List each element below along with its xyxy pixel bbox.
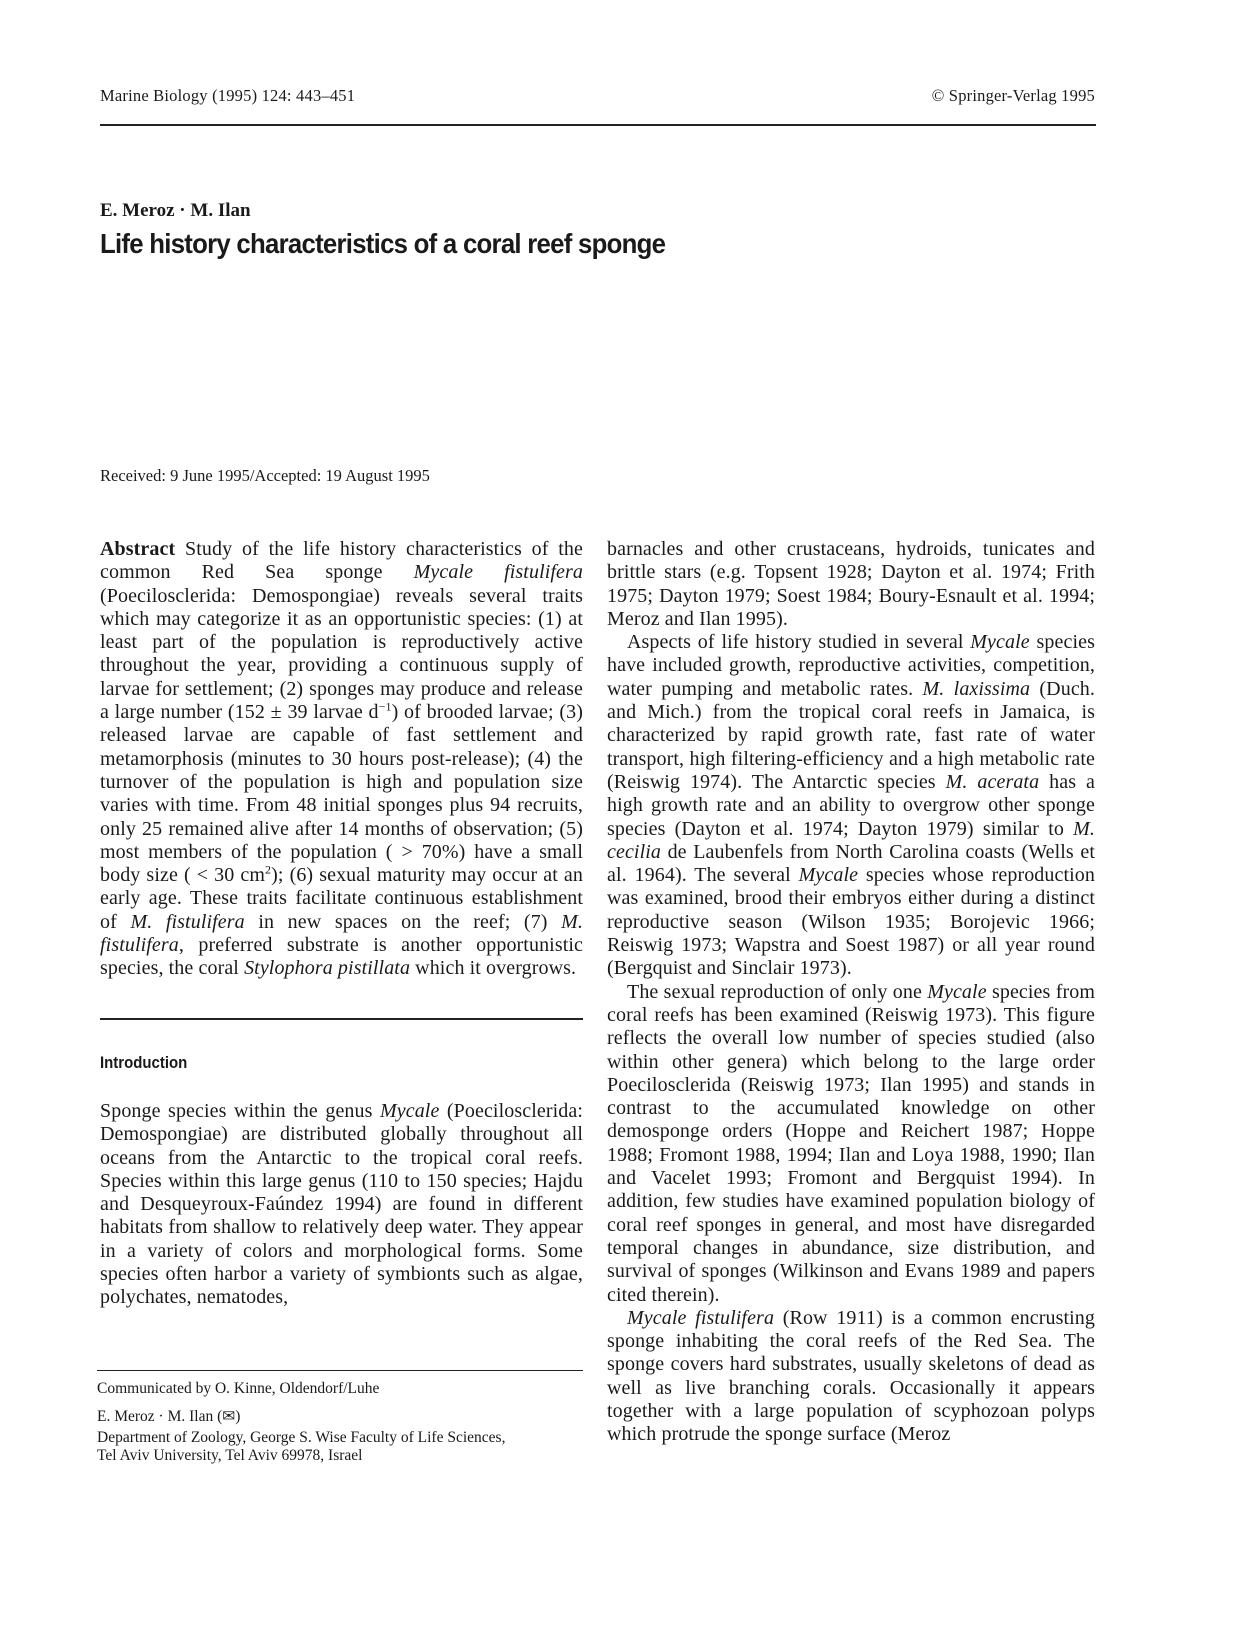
text-run: Sponge species within the genus xyxy=(100,1100,380,1122)
text-run: (Duch. and Mich.) from the tropical coral reefs in Jamaica, is characterized by rapid growth rate, fast rate of water transport, high filtering-efficiency and a high metabolic rate (Reiswig 1974). The Antarctic species xyxy=(607,677,1096,793)
text-run: (Poecilosclerida: Demospongiae) reveals several traits which may categorize it as an opportunistic species: (1) at least part of the population is reproductively active throughout the year, providing a continuous supply of larvae for settlement; (2) sponges may produce and release a large number (152 ± 39 larvae d xyxy=(100,584,583,724)
text-run: has a high growth rate and an ability to overgrow other sponge species (Dayton et al. 1974; Dayton 1979) similar to xyxy=(607,770,1095,840)
italic-text: M. fistulifera xyxy=(100,910,583,957)
italic-text: Mycale xyxy=(927,980,987,1003)
introduction-body xyxy=(100,1100,583,1310)
italic-text: M. cecilia xyxy=(607,817,1095,863)
text-run: which it overgrows. xyxy=(410,957,577,980)
paragraph xyxy=(607,1307,1095,1447)
text-run: barnacles and other crustaceans, hydroids, tunicates and brittle stars (e.g. Topsent 1928; Dayton et al. 1974; Frith 1975; Dayton 1979; Soest 1984; Boury-Esnault et al. 1994; Meroz and Ilan 1995). xyxy=(607,538,1095,630)
introduction-heading: Introduction xyxy=(100,1053,188,1072)
italic-text: Mycale xyxy=(970,631,1030,654)
affiliation-line-2: Tel Aviv University, Tel Aviv 69978, Israel xyxy=(97,1447,363,1464)
italic-text: Mycale xyxy=(798,864,859,887)
abstract-body xyxy=(100,538,583,979)
section-rule xyxy=(100,1018,583,1020)
italic-text: Mycale xyxy=(379,1100,440,1122)
text-run: Study of the life history characteristics of the common Red Sea sponge xyxy=(100,538,583,584)
received-dates: Received: 9 June 1995/Accepted: 19 August 1995 xyxy=(100,466,430,485)
paper-title: Life history characteristics of a coral reef sponge xyxy=(100,228,666,259)
text-run: , preferred substrate is another opportunistic species, the coral xyxy=(100,934,583,980)
italic-text: Stylophora pistillata xyxy=(244,957,411,980)
left-column xyxy=(100,538,583,981)
authors: E. Meroz · M. Ilan xyxy=(100,200,251,221)
italic-text: Mycale fistulifera xyxy=(627,1306,775,1329)
superscript: 2 xyxy=(265,862,272,877)
text-run: The sexual reproduction of only one xyxy=(627,980,928,1003)
italic-text: M. laxissima xyxy=(922,677,1031,700)
text-run: species whose reproduction was examined, brood their embryos either during a distinct reproductive season (Wilson 1935; Borojevic 1966; Reiswig 1973; Wapstra and Soest 1987) or all year round (Bergquist and Sinclair 1973). xyxy=(607,864,1095,980)
journal-citation: Marine Biology (1995) 124: 443–451 xyxy=(100,86,356,105)
text-run: de Laubenfels from North Carolina coasts (Wells et al. 1964). The several xyxy=(607,840,1095,887)
paragraph xyxy=(607,538,1095,631)
text-run: in new spaces on the reef; (7) xyxy=(244,910,562,933)
footnote-rule xyxy=(97,1370,583,1371)
abstract xyxy=(100,538,583,981)
italic-text: M. fistulifera xyxy=(130,910,245,933)
communicated-by: Communicated by O. Kinne, Oldendorf/Luhe xyxy=(97,1380,380,1397)
paragraph xyxy=(607,631,1095,980)
text-run: ) of brooded larvae; (3) released larvae are capable of fast settlement and metamorphosis (minutes to 30 hours post-release); (4) the turnover of the population is high and population size varies with time. From 48 initial sponges plus 94 recruits, only 25 remained alive after 14 months of observation; (5) most members of the population ( > 70%) have a small body size ( < 30 cm xyxy=(100,701,584,887)
header-rule xyxy=(100,124,1096,126)
italic-text: M. acerata xyxy=(945,770,1040,793)
text-run: (Poecilosclerida: Demospongiae) are distributed globally throughout all oceans from the Antarctic to the tropical coral reefs. Species within this large genus (110 to 150 species; Hajdu and Desqueyroux-Faúndez 1994) are found in different habitats from shallow to relatively deep water. They appear in a variety of colors and morphological forms. Some species often harbor a variety of symbionts such as algae, polychates, nematodes, xyxy=(100,1100,583,1309)
paragraph xyxy=(607,981,1095,1307)
text-run: (Row 1911) is a common encrusting sponge inhabiting the coral reefs of the Red Sea. The sponge covers hard substrates, usually skeletons of dead as well as live branching corals. Occasionally it appears together with a large population of scyphozoan polyps which protrude the sponge surface (Meroz xyxy=(607,1306,1095,1446)
superscript: −1 xyxy=(378,699,392,714)
affiliation-line-1: Department of Zoology, George S. Wise Faculty of Life Sciences, xyxy=(97,1429,506,1446)
italic-text: Mycale fistulifera xyxy=(413,561,583,584)
text-run: species have included growth, reproductive activities, competition, water pumping and metabolic rates. xyxy=(607,631,1095,700)
text-run: ); (6) sexual maturity may occur at an early age. These traits facilitate continuous establishment of xyxy=(100,864,583,933)
text-run: Aspects of life history studied in several xyxy=(627,631,971,654)
text-run: species from coral reefs has been examined (Reiswig 1973). This figure reflects the overall low number of species studied (also within other genera) which belong to the large order Poecilosclerida (Reiswig 1973; Ilan 1995) and stands in contrast to the accumulated knowledge on other demosponge orders (Hoppe and Reichert 1987; Hoppe 1988; Fromont 1988, 1994; Ilan and Loya 1988, 1990; Ilan and Vacelet 1993; Fromont and Bergquist 1994). In addition, few studies have examined population biology of coral reef sponges in general, and most have disregarded temporal changes in abundance, size distribution, and survival of sponges (Wilkinson and Evans 1989 and papers cited therein). xyxy=(607,980,1095,1306)
footnote-authors: E. Meroz · M. Ilan (✉) xyxy=(97,1408,241,1425)
introduction-column xyxy=(100,1100,583,1310)
copyright: © Springer-Verlag 1995 xyxy=(931,86,1095,105)
abstract-label: Abstract xyxy=(100,538,176,560)
right-column xyxy=(607,538,1095,1447)
